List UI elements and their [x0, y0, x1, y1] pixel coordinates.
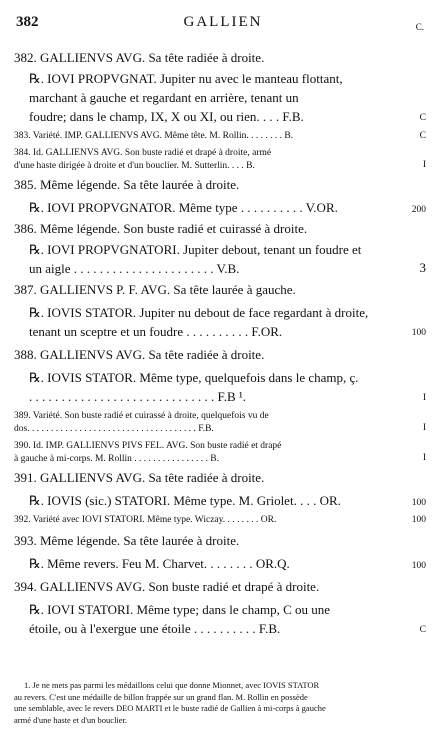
entry-line: ℞. IOVI STATORI. Même type; dans le champ, C ou une — [29, 602, 331, 617]
entry-384 — [14, 147, 432, 173]
rarity: I — [422, 423, 426, 433]
entry-387-reverse — [14, 303, 432, 341]
entry-391 — [14, 468, 432, 487]
entry-line: ℞. IOVI PROPVGNAT. Jupiter nu avec le manteau flottant, — [29, 71, 343, 86]
entry-386-reverse — [14, 240, 432, 278]
entry-390 — [14, 440, 432, 466]
entry-line: 386. Même légende. Son buste radié et cuirassé à droite. — [14, 221, 308, 236]
page-number: 382 — [16, 14, 39, 30]
entry-392 — [14, 514, 432, 527]
running-title: GALLIEN — [183, 14, 263, 30]
rarity: 3 — [419, 260, 426, 275]
entry-line: ℞. IOVI PROPVGNATORI. Jupiter debout, tenant un foudre et — [29, 242, 362, 257]
entry-393 — [14, 531, 432, 550]
entry-391-reverse — [14, 491, 432, 510]
entry-line: d'une haste dirigée à droite et d'un bouclier. M. Sutterlin. . . . B. — [14, 161, 255, 171]
entry-line: 384. Id. GALLIENVS AVG. Son buste radié et drapé à droite, armé — [14, 148, 272, 158]
page-header — [14, 14, 432, 34]
entry-387 — [14, 280, 432, 299]
rarity: C — [419, 131, 426, 141]
entry-line: à gauche à mi-corps. M. Rollin . . . . . . . . . . . . . . . . B. — [14, 454, 220, 464]
entry-line: foudre; dans le champ, IX, X ou XI, ou rien. . . . F.B. — [29, 109, 304, 124]
rarity: 200 — [411, 205, 426, 215]
footnote-line: 1. Je ne mets pas parmi les médaillons celui que donne Mionnet, avec IOVIS STATOR — [24, 680, 320, 690]
entry-line: ℞. IOVI PROPVGNATOR. Même type . . . . . . . . . . V.OR. — [29, 200, 338, 215]
rarity: I — [422, 160, 426, 170]
entry-line: ℞. IOVIS (sic.) STATORI. Même type. M. Griolet. . . . OR. — [29, 493, 341, 508]
entry-line: marchant à gauche et regardant en arrière, tenant un — [29, 90, 299, 105]
entry-line: 387. GALLIENVS P. F. AVG. Sa tête laurée à gauche. — [14, 282, 296, 297]
entry-line: . . . . . . . . . . . . . . . . . . . . . . . . . . . . . F.B ¹. — [29, 389, 247, 404]
entry-line: 382. GALLIENVS AVG. Sa tête radiée à droite. — [14, 50, 265, 65]
entry-line: 392. Variété avec IOVI STATORI. Même type. Wiczay. . . . . . . . OR. — [14, 515, 277, 525]
corner-mark: C. — [415, 22, 424, 32]
entry-388-reverse — [14, 368, 432, 406]
entry-line: 388. GALLIENVS AVG. Sa tête radiée à droite. — [14, 347, 265, 362]
entry-line: un aigle . . . . . . . . . . . . . . . . . . . . . . V.B. — [29, 261, 240, 276]
entry-388 — [14, 345, 432, 364]
entry-line: 389. Variété. Son buste radié et cuirassé à droite, quelquefois vu de — [14, 411, 269, 421]
entry-line: dos. . . . . . . . . . . . . . . . . . . . . . . . . . . . . . . . . . . . F.B. — [14, 424, 214, 434]
rarity: 100 — [411, 561, 426, 571]
entry-line: 383. Variété. IMP. GALLIENVS AVG. Même tête. M. Rollin. . . . . . . . B. — [14, 131, 294, 141]
entry-383 — [14, 130, 432, 143]
footnote-line: armé d'une haste et d'un bouclier. — [14, 714, 128, 725]
entry-line: 385. Même légende. Sa tête laurée à droite. — [14, 177, 240, 192]
entry-394 — [14, 577, 432, 596]
entry-385-reverse — [14, 198, 432, 217]
entry-382 — [14, 48, 432, 67]
rarity: I — [422, 453, 426, 463]
entry-382-reverse — [14, 69, 432, 126]
catalogue-body — [14, 48, 432, 638]
footnote-line: au revers. C'est une médaille de billon frappée sur un grand flan. M. Rollin en possède — [14, 691, 308, 702]
entry-line: ℞. Même revers. Feu M. Charvet. . . . . . . . OR.Q. — [29, 556, 290, 571]
entry-line: 390. Id. IMP. GALLIENVS PIVS FEL. AVG. Son buste radié et drapé — [14, 441, 282, 451]
entry-line: ℞. IOVIS STATOR. Même type, quelquefois dans le champ, ç. — [29, 370, 359, 385]
entry-394-reverse — [14, 600, 432, 638]
footnote — [14, 680, 432, 726]
entry-line: tenant un sceptre et un foudre . . . . . . . . . . F.OR. — [29, 324, 283, 339]
rarity: 100 — [411, 515, 426, 525]
entry-line: étoile, ou à l'exergue une étoile . . . . . . . . . . F.B. — [29, 621, 281, 636]
entry-386 — [14, 219, 432, 238]
rarity: C — [419, 625, 426, 635]
entry-line: 394. GALLIENVS AVG. Son buste radié et drapé à droite. — [14, 579, 320, 594]
entry-line: 391. GALLIENVS AVG. Sa tête radiée à droite. — [14, 470, 265, 485]
rarity: C — [419, 113, 426, 123]
entry-line: ℞. IOVIS STATOR. Jupiter nu debout de face regardant à droite, — [29, 305, 369, 320]
entry-line: 393. Même légende. Sa tête laurée à droite. — [14, 533, 240, 548]
footnote-line: une semblable, avec le revers DEO MARTI et le buste radié de Gallien à mi-corps à gauche — [14, 703, 326, 713]
rarity: 100 — [411, 498, 426, 508]
rarity: 100 — [411, 328, 426, 338]
rarity: I — [422, 393, 426, 403]
entry-393-reverse — [14, 554, 432, 573]
entry-389 — [14, 410, 432, 436]
entry-385 — [14, 175, 432, 194]
